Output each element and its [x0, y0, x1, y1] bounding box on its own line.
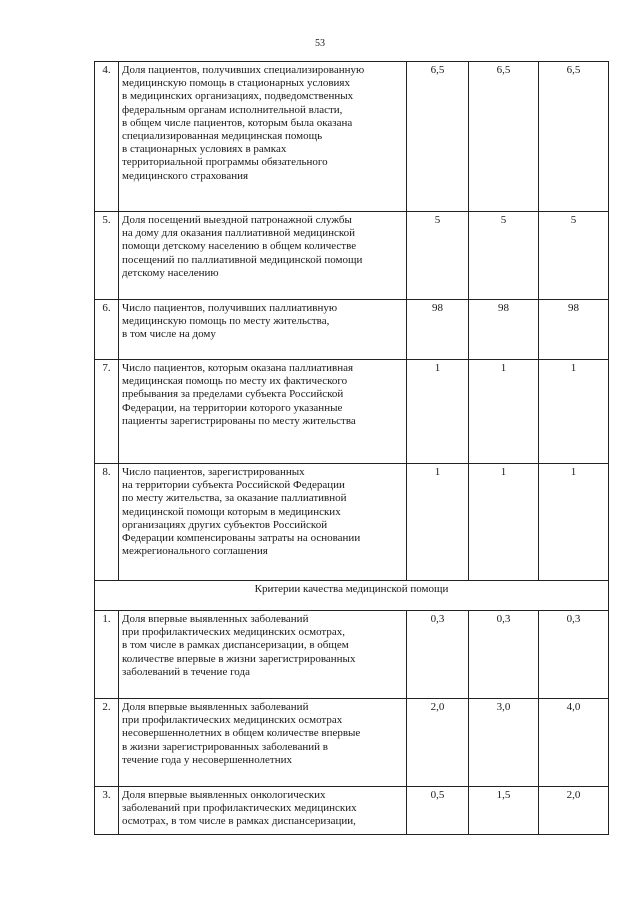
value-year-3: 4,0 — [539, 699, 609, 787]
description-line: помощи детскому населению в общем количестве — [122, 240, 357, 253]
description-line: медицинскую помощь по месту жительства, — [122, 315, 330, 328]
description-line: заболеваний в течение года — [122, 665, 250, 678]
value-year-3: 0,3 — [539, 611, 609, 699]
description-line: Число пациентов, которым оказана паллиативная — [122, 362, 354, 374]
value-year-2: 1 — [469, 464, 539, 581]
description-line: на территории субъекта Российской Федерации — [122, 479, 345, 492]
row-number: 8. — [95, 464, 119, 581]
description-line: медицинской помощи которым в медицинских — [122, 505, 341, 518]
value-year-1: 1 — [407, 464, 469, 581]
description-line: Федерации, на территории которого указанные — [122, 401, 343, 414]
indicator-description — [119, 464, 407, 581]
value-year-3: 6,5 — [539, 62, 609, 212]
description-line: организациях других субъектов Российской — [122, 518, 328, 531]
row-number: 3. — [95, 787, 119, 835]
value-year-3: 2,0 — [539, 787, 609, 835]
description-line: Число пациентов, получивших паллиативную — [122, 302, 338, 314]
indicator-description — [119, 212, 407, 300]
indicator-description — [119, 787, 407, 835]
description-line: по месту жительства, за оказание паллиативной — [122, 492, 347, 505]
description-line: Доля впервые выявленных заболеваний — [122, 613, 309, 625]
description-line: в общем числе пациентов, которым была оказана — [122, 116, 353, 129]
description-line: медицинская помощь по месту их фактического — [122, 375, 348, 388]
indicators-table — [94, 61, 609, 835]
row-number: 6. — [95, 300, 119, 360]
description-line: пациенты зарегистрированы по месту жительства — [122, 414, 356, 427]
description-line: при профилактических медицинских осмотрах, — [122, 626, 345, 639]
value-year-2: 0,3 — [469, 611, 539, 699]
value-year-1: 6,5 — [407, 62, 469, 212]
indicator-description — [119, 62, 407, 212]
value-year-3: 5 — [539, 212, 609, 300]
value-year-3: 1 — [539, 360, 609, 464]
row-number: 7. — [95, 360, 119, 464]
value-year-1: 0,5 — [407, 787, 469, 835]
description-line: течение года у несовершеннолетних — [122, 753, 293, 766]
description-line: Число пациентов, зарегистрированных — [122, 466, 305, 478]
description-line: в том числе в рамках диспансеризации, в общем — [122, 639, 349, 652]
table-row — [95, 360, 609, 464]
description-line: Доля впервые выявленных онкологических — [122, 789, 326, 801]
description-line: посещений по паллиативной медицинской помощи — [122, 253, 363, 266]
description-line: Доля пациентов, получивших специализированную — [122, 64, 365, 76]
description-line: детскому населению — [122, 266, 219, 279]
row-number: 2. — [95, 699, 119, 787]
value-year-3: 98 — [539, 300, 609, 360]
description-line: медицинского страхования — [122, 169, 249, 182]
description-line: в медицинских организациях, подведомственных — [122, 90, 354, 103]
description-line: в стационарных условиях в рамках — [122, 143, 287, 156]
description-line: при профилактических медицинских осмотрах — [122, 714, 343, 727]
table-row — [95, 300, 609, 360]
value-year-2: 6,5 — [469, 62, 539, 212]
description-line: федеральным органам исполнительной власти, — [122, 103, 343, 116]
value-year-1: 2,0 — [407, 699, 469, 787]
value-year-1: 1 — [407, 360, 469, 464]
value-year-1: 0,3 — [407, 611, 469, 699]
table-row — [95, 611, 609, 699]
value-year-2: 5 — [469, 212, 539, 300]
indicator-description — [119, 611, 407, 699]
description-line: Доля посещений выездной патронажной службы — [122, 214, 352, 226]
indicator-description — [119, 300, 407, 360]
value-year-2: 1,5 — [469, 787, 539, 835]
value-year-2: 1 — [469, 360, 539, 464]
description-line: пребывания за пределами субъекта Российской — [122, 388, 344, 401]
table-row — [95, 699, 609, 787]
description-line: Федерации компенсированы затраты на основании — [122, 532, 361, 545]
value-year-2: 98 — [469, 300, 539, 360]
description-line: территориальной программы обязательного — [122, 156, 328, 169]
description-line: заболеваний при профилактических медицинских — [122, 802, 357, 815]
description-line: на дому для оказания паллиативной медицинской — [122, 227, 356, 240]
page-number: 53 — [315, 38, 325, 49]
value-year-1: 98 — [407, 300, 469, 360]
table-row — [95, 464, 609, 581]
value-year-2: 3,0 — [469, 699, 539, 787]
description-line: межрегионального соглашения — [122, 545, 268, 558]
description-line: специализированная медицинская помощь — [122, 130, 323, 143]
row-number: 5. — [95, 212, 119, 300]
row-number: 1. — [95, 611, 119, 699]
row-number: 4. — [95, 62, 119, 212]
description-line: несовершеннолетних в общем количестве впервые — [122, 727, 361, 740]
description-line: Доля впервые выявленных заболеваний — [122, 701, 309, 713]
table-row — [95, 212, 609, 300]
description-line: количестве впервые в жизни зарегистрированных — [122, 652, 356, 665]
description-line: осмотрах, в том числе в рамках диспансеризации, — [122, 815, 356, 828]
indicator-description — [119, 699, 407, 787]
description-line: в том числе на дому — [122, 328, 216, 341]
table-row — [95, 787, 609, 835]
indicator-description — [119, 360, 407, 464]
description-line: медицинскую помощь в стационарных условиях — [122, 77, 350, 90]
description-line: в жизни зарегистрированных заболеваний в — [122, 740, 328, 753]
section-header-row — [95, 581, 609, 611]
section-title: Критерии качества медицинской помощи — [95, 581, 609, 611]
value-year-3: 1 — [539, 464, 609, 581]
table-row — [95, 62, 609, 212]
value-year-1: 5 — [407, 212, 469, 300]
